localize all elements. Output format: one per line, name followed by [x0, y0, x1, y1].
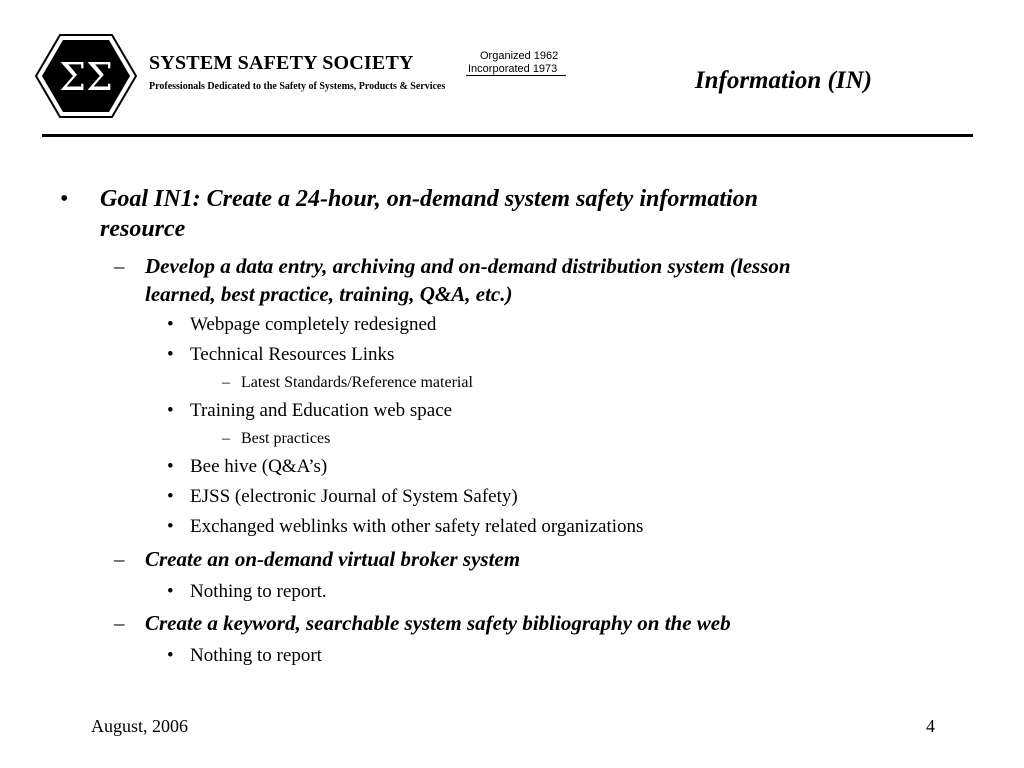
- bullet-marker: •: [167, 400, 174, 421]
- sub-goal-text-line1: Develop a data entry, archiving and on-demand distribution system (lesson: [145, 254, 791, 278]
- dash-marker: –: [114, 547, 125, 571]
- slide-title: Information (IN): [694, 67, 872, 94]
- bullet-marker: •: [167, 581, 174, 602]
- list-item: Latest Standards/Reference material: [241, 374, 473, 391]
- sub-goal-text: Create an on-demand virtual broker system: [145, 547, 521, 571]
- bullet-marker: •: [167, 456, 174, 477]
- bullet-marker: •: [167, 486, 174, 507]
- list-item: Nothing to report: [190, 645, 322, 666]
- dash-marker: –: [114, 611, 125, 635]
- bullet-marker: •: [167, 516, 174, 537]
- bullet-marker: •: [167, 344, 174, 365]
- dash-marker: –: [222, 374, 230, 391]
- goal-text-line1: Goal IN1: Create a 24-hour, on-demand system safety information: [100, 186, 759, 212]
- list-item: Nothing to report.: [190, 581, 327, 602]
- goal-text-line2: resource: [100, 216, 186, 242]
- society-tagline: Professionals Dedicated to the Safety of Systems, Products & Services: [149, 81, 446, 92]
- page-number: 4: [926, 716, 935, 736]
- footer-date: August, 2006: [91, 716, 189, 736]
- organized-year: Organized 1962: [480, 50, 559, 62]
- bullet-marker: •: [167, 314, 174, 335]
- bullet-marker: •: [60, 186, 69, 212]
- bullet-marker: •: [167, 645, 174, 666]
- list-item: EJSS (electronic Journal of System Safety): [190, 486, 518, 507]
- dash-marker: –: [222, 430, 230, 447]
- dash-marker: –: [114, 254, 125, 278]
- sub-goal-text: Create a keyword, searchable system safety bibliography on the web: [145, 611, 731, 635]
- incorporated-year: Incorporated 1973: [468, 63, 558, 75]
- society-name: SYSTEM SAFETY SOCIETY: [149, 52, 414, 74]
- logo-sigma-text: ΣΣ: [59, 55, 113, 99]
- list-item: Technical Resources Links: [190, 344, 395, 365]
- list-item: Webpage completely redesigned: [190, 314, 437, 335]
- list-item: Bee hive (Q&A’s): [190, 456, 328, 477]
- sub-goal-text-line2: learned, best practice, training, Q&A, etc.): [145, 282, 513, 306]
- list-item: Training and Education web space: [190, 400, 453, 421]
- list-item: Exchanged weblinks with other safety related organizations: [190, 516, 644, 537]
- list-item: Best practices: [241, 430, 331, 447]
